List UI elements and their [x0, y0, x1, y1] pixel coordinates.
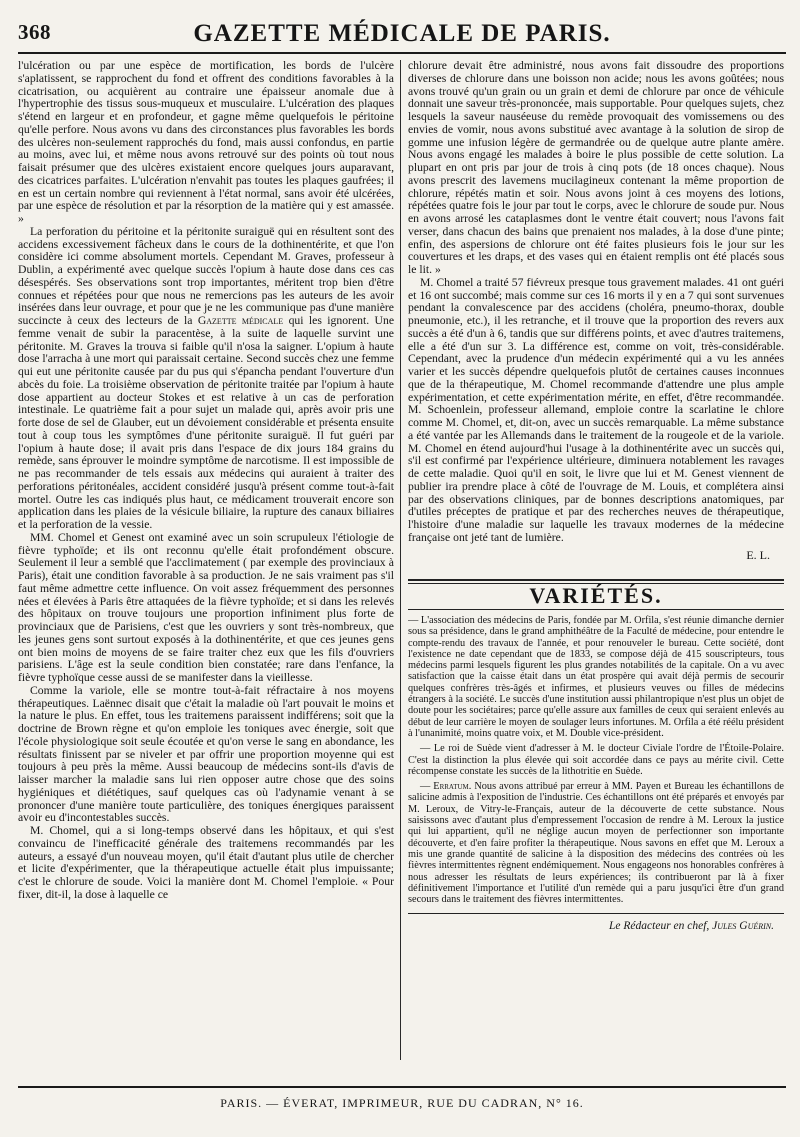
column-divider: [400, 60, 401, 1060]
paragraph-text: La perforation du péritoine et la péritonite suraiguë qui en résultent sont des accidens excessivement fâcheux dans le cours de la dothinentérite, et que l'on considère ici comme absolument mortels. Cependant M. Graves, professeur à Dublin, a expérimenté avec quelque succès l'opium à haute dose dans ces cas désespérés. Ses observations sont trop importantes, méritent trop bien d'être connues et répétées pour que nous ne remercions pas les auteurs de les avoir insérées dans leur ouvrage, et pour que je ne les communique pas d'une manière succincte à ceux des lecteurs de la: [18, 224, 394, 327]
section-title: VARIÉTÉS.: [529, 583, 663, 609]
paragraph: Comme la variole, elle se montre tout-à-fait réfractaire à nos moyens thérapeutiques. Laënnec disait que c'était la maladie où l'art pouvait le moins et la nature le plus. En effet, tous les traitemens paraissent indifférens; soit que la doctrine de Brown règne et qu'on emploie les toniques avec énergie, soit que l'école physiologique soit seule écoutée et qu'on verse le sang en abondance, les résultats finissent par se niveler et par offrir une proportion moyenne qui est toujours à peu près la même. Aussi beaucoup de médecins sont-ils d'avis de laisser marcher la maladie sans lui rien opposer autre chose que des soins hygiéniques et diététiques, sauf quelques cas où l'adynamie venant à se prononcer d'une manière toute particulière, des toniques énergiques paraissent avoir eu d'incontestables succès.: [18, 683, 394, 825]
paragraph: chlorure devait être administré, nous avons fait dissoudre des proportions diverses de chlorure dans une boisson non acide; nous les avons goûtées; nous avons trouvé qu'un grain ou un grain et demi de chlorure par once de véhicule donnait une saveur très-prononcée, mais supportable. Pour quelques sujets, chez lesquels la saveur nauséeuse du remède provoquait des vomissemens ou des envies de vomir, nous avons substitué avec avantage à la solution de sirop de gomme une infusion légère de germandrée ou de quelque autre plante amère. Nous avons engagé les malades à boire le plus possible de cette solution. La plupart en ont pris par jour de trois à cinq pots (de 18 onces chaque). Nous avons prescrit des lavemens mucilagineux contenant la même proportion de chlorure, répétés matin et soir. Nous avons joint à ces moyens des lotions, répétées quatre fois le jour par tout le corps, avec le chlorure de soude pur. Nous en avons arrosé les cataplasmes dont le ventre était couvert; nous l'avons fait verser, dans chacun des bains que prenaient nos malades, à la dose d'une pinte; enfin, des aspersions de chlorure ont été faites plusieurs fois le jour sur les couvertures et les draps, et des vases qui en étaient remplis ont été placés sous le lit. »: [408, 60, 784, 276]
article-columns: [18, 60, 786, 1060]
closing-rule: [408, 913, 784, 914]
editor-name: Jules Guérin.: [712, 920, 774, 933]
news-item: — L'association des médecins de Paris, fondée par M. Orfila, s'est réunie dimanche dernier sous sa présidence, dans le grand amphithéâtre de la Faculté de médecine, pour entendre le compte-rendu des travaux de l'année, et pour renouveler le bureau. Cette société, dont l'existence ne date cependant que de 1833, se compose déjà de 415 souscripteurs, tous médecins parmi lesquels figurent les plus grandes notabilités de la capitale. On a vu avec satisfaction que la caisse était dans un état prospère qui avait déjà permis de secourir quelques confrères très-âgés et infirmes, et plusieurs veuves ou filles de médecins étrangers à la société. Le succès d'une institution aussi philantropique n'est plus un objet de doute pour les sociétaires; parce qu'elle assure aux familles de ceux qui seraient enlevés au début de leur carrière le moyen de soulager leurs infortunes. M. Orfila a été réélu président à l'unanimité, moins quatre voix, et M. Double vice-président.: [408, 615, 784, 739]
paragraph: M. Chomel a traité 57 fiévreux presque tous gravement malades. 41 ont guéri et 16 ont succombé; mais comme sur ces 16 morts il y en a 7 qui sont survenues pendant la convalescence par des accidens (choléra, pneumo-thorax, double pneumonie, etc.), il les retranche, et il trouve que la proportion des revers aux succès a été d'un à 6, tandis que sur différens points, et avec d'autres traitemens, elle a été d'un sur 3. La différence est, comme on voit, très-considérable. Cependant, avec la prudence d'un médecin expérimenté qui a vu les années varier et les succès dépendre quelquefois plutôt de certaines causes inconnues que de la thérapeutique, M. Chomel recommande d'attendre une plus ample expérimentation, et cette expérimentation mérite, en effet, d'être recommandée. M. Schoenlein, professeur allemand, emploie contre la scarlatine le chlore comme M. Chomel, et, dit-on, avec un succès remarquable. La même substance a été vantée par les Allemands dans le traitement de la rougeole et de la variole. M. Chomel en étend aujourd'hui l'usage à la dothinentérite avec un succès qui, s'il est confirmé par l'expérience ultérieure, diminuera notablement les ravages de cette maladie. Quoi qu'il en soit, le livre que lui et M. Genest viennent de publier ira prendre place à côté de l'ouvrage de M. Louis, et complétera ainsi par des observations cliniques, par de bonnes descriptions anatomiques, par d'utiles préceptes de pratique et par des recherches neuves de thérapeutique, l'histoire d'une maladie sur laquelle les travaux modernes de la médecine française ont jeté tant de lumière.: [408, 275, 784, 544]
right-column: [408, 60, 784, 1060]
news-item: [408, 781, 784, 905]
paragraph: MM. Chomel et Genest ont examiné avec un soin scrupuleux l'étiologie de fièvre typhoïde; et ils ont reconnu qu'elle était profondément obscure. Seulement il leur a semblé que l'acclimatement ( par exemple des provinciaux à Paris), était une condition favorable à sa production. Je ne sais vraiment pas s'il faut même admettre cette influence. On voit assez fréquemment des personnes nées et élevées à Paris être attaquées de la fièvre typhoïde; et si dans les relevés des hôpitaux on trouve toujours une proportion infiniment plus forte de provinciaux que de Parisiens, c'est que les ouvriers y sont très-nombreux, que les jeunes gens sont surtout exposés à la dothinentérite, et que ces jeunes gens ont bien moins de moyens de se faire traiter chez eux que les fils d'ouvriers parisiens. L'âge est la seule condition bien constatée; rare dans l'enfance, la fièvre typhoïque cesse aussi de se manifester dans la vieillesse.: [18, 530, 394, 684]
journal-name: Gazette médicale: [197, 314, 284, 327]
paragraph: M. Chomel, qui a si long-temps observé dans les hôpitaux, et qui s'est convaincu de l'inefficacité générale des traitemens recommandés par les auteurs, a essayé d'un nouveau moyen, qu'il était d'autant plus utile de chercher et licite d'expérimenter, que la thérapeutique actuelle était plus impuissante; c'est le chlorure de soude. Voici la manière dont M. Chomel l'emploie. « Pour fixer, dit-il, la dose à laquelle ce: [18, 824, 394, 901]
paragraph-text: qui les ignorent. Une femme venait de subir la paracentèse, à la suite de laquelle survint une péritonite. M. Graves la trouva si faible qu'il n'osa la saigner. L'opium à haute dose l'arracha à une mort qui paraissait certaine. Second succès chez une femme qui eut une péritonite causée par du pus qui s'épancha pendant l'ouverture d'un abcès du foie. La troisième observation de péritonite traitée par l'opium à haute dose appartient au docteur Stokes et est relative à un cas de perforation intestinale. Le quatrième fait a pour sujet un malade qui, après avoir pris une forte dose de sel de Glauber, eut un dévoiement considérable et présenta ensuite tout à coup tous les symptômes d'une péritonite suraiguë. Il fut guéri par l'opium à haute dose; il avait pris dans l'espace de dix jours 184 grains du remède, sans éprouver le moindre symptôme de narcotisme. Il est impossible de ne pas recommander de tels essais aux médecins qui auraient à traiter des perforations péritonéales, accident considéré jusqu'à présent comme tout-à-fait mortel. Outre les cas indiqués plus haut, ce médicament trouverait encore son application dans les plaies de la vésicule biliaire, la rupture des canaux biliaires et la perforation de la vessie.: [18, 314, 394, 531]
article-signature: E. L.: [746, 547, 770, 562]
section-rule: [408, 609, 784, 610]
left-column: [18, 60, 394, 1060]
paragraph: [18, 226, 394, 532]
varietes-section: [408, 615, 784, 905]
page-number: 368: [18, 20, 51, 44]
news-item-text: Nous avons attribué par erreur à MM. Payen et Bureau les échantillons de salicine admis à l'exposition de l'industrie. Ces échantillons ont été préparés et envoyés par M. Leroux, de Vitry-le-Français, auteur de la découverte de cette substance. Nous saisissons avec d'autant plus d'empressement l'occasion de rendre à M. Leroux la justice qui lui appartient, qu'il ne néglige aucun moyen de perfectionner son importante découverte, et d'en faire profiter la thérapeutique. Nous savons en effet que M. Leroux a mis une grande quantité de salicine à la disposition des médecins des contrées où les fièvres intermittentes règnent endémiquement. Nous engageons nos honorables confrères à nous adresser les résultats de leurs expériences; ils contribueront par là à fixer définitivement l'importance et l'utilité d'un remède qui a paru jusqu'ici être d'un grand secours dans le traitement des fièvres intermittentes.: [408, 781, 784, 906]
news-item: — Le roi de Suède vient d'adresser à M. le docteur Civiale l'ordre de l'Étoile-Polaire. C'est la distinction la plus élevée qui soit accordée dans ce pays au mérite civil. Cette récompense constate les succès de la lithotritie en Suède.: [408, 743, 784, 777]
printer-imprint: PARIS. — ÉVERAT, IMPRIMEUR, RUE DU CADRAN, N° 16.: [18, 1086, 786, 1111]
erratum-label: — Erratum.: [420, 781, 472, 793]
journal-title: GAZETTE MÉDICALE DE PARIS.: [193, 20, 611, 47]
paragraph: l'ulcération ou par une espèce de mortification, les bords de l'ulcère s'aplatissent, se rapprochent du fond et offrent des conditions favorables à la cicatrisation, ou acquièrent au contraire une épaisseur anomale due à l'hypertrophie des tissus sous-muqueux et musculaire. L'ulcération des plaques s'étend en largeur et en profondeur, et gagne même quelquefois le péritoine qu'elle perfore. Nous avons vu dans des circonstances plus favorables les bords des ulcères non-seulement rapprochés du fond, mais aussi confondus, en partie au moins, avec lui, et même nous avons retrouvé sur des points où tout nous faisait présumer que des ulcères existaient encore quelques jours auparavant, des cicatrices parfaites. L'ulcération n'envahit pas toutes les plaques gaufrées; il en est un certain nombre qui reviennent à l'état normal, sans avoir été ulcérées, par une espèce de résolution et par la résorption de la matière qui y est amassée. »: [18, 60, 394, 225]
section-rule: [408, 579, 784, 581]
editor-label: Le Rédacteur en chef,: [609, 920, 710, 933]
page-header: [18, 18, 786, 54]
editor-credit: [408, 920, 774, 933]
